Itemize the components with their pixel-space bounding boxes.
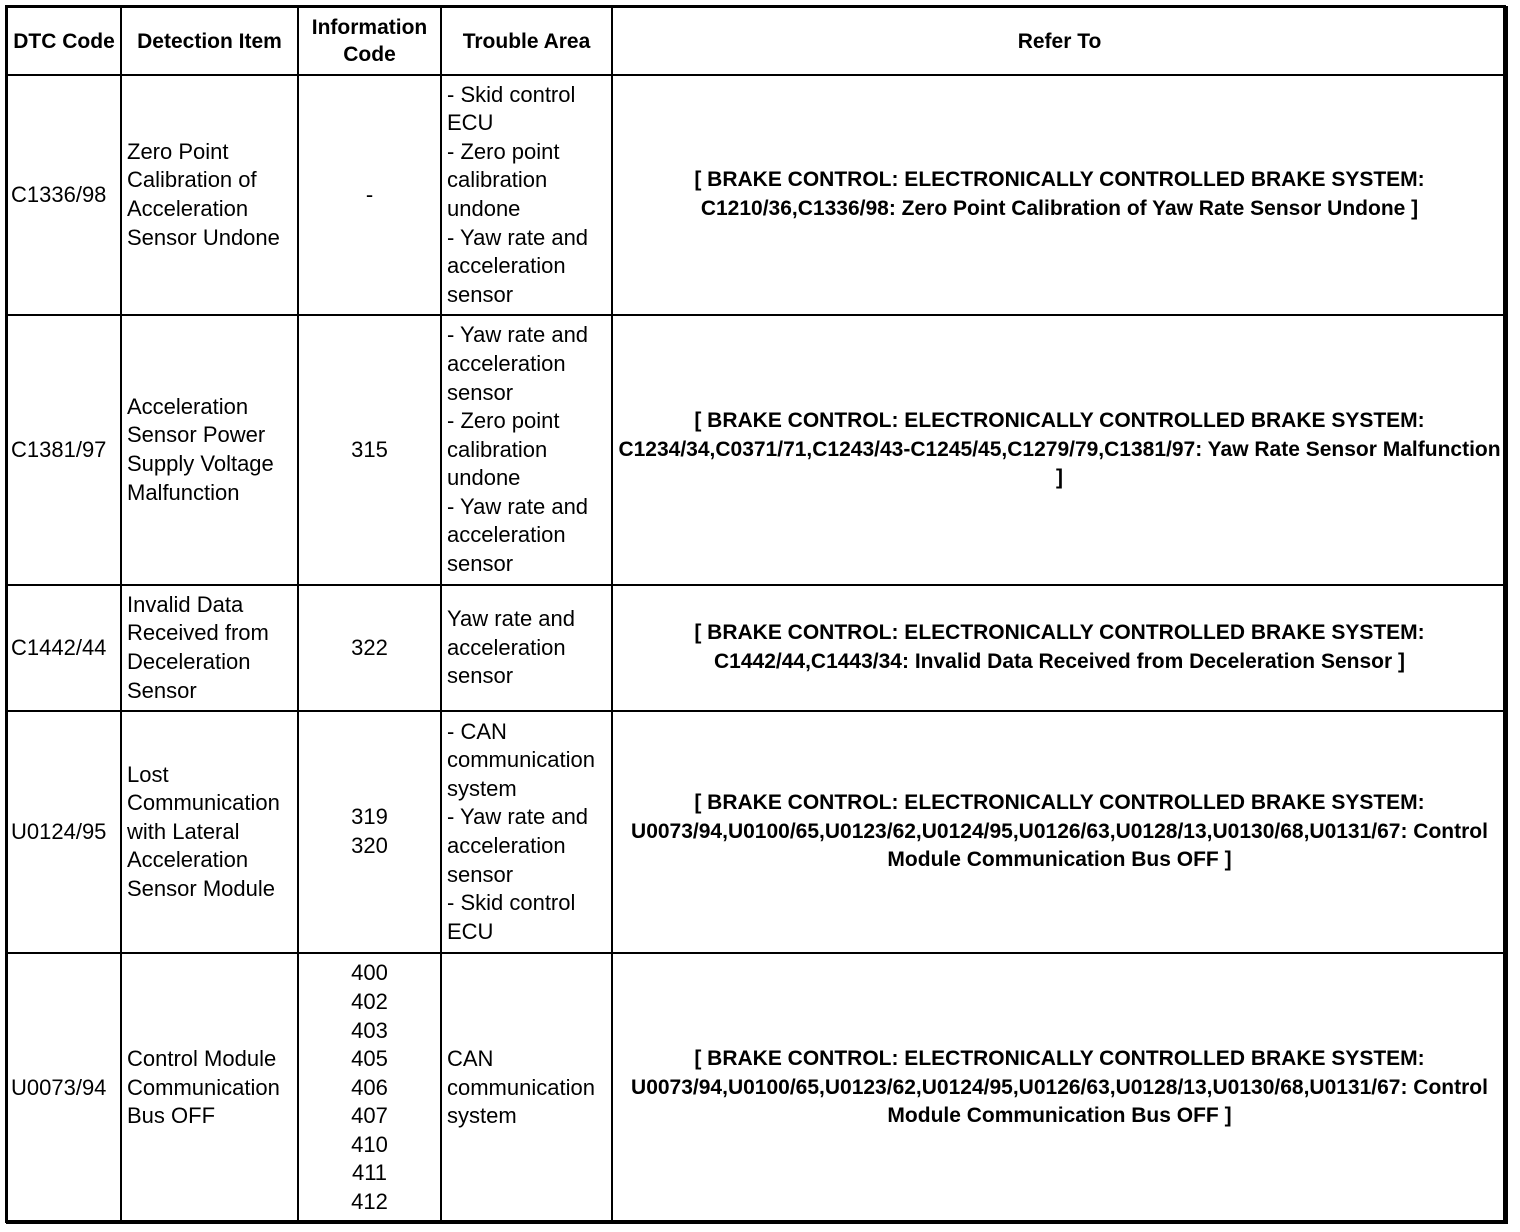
information-code-cell	[298, 75, 441, 315]
dtc-code-cell: C1336/98	[7, 75, 121, 315]
dtc-table	[6, 6, 1508, 1224]
header-dtc-code: DTC Code	[7, 7, 121, 75]
information-code: 406	[351, 1074, 388, 1100]
dtc-code-cell: C1442/44	[7, 585, 121, 711]
trouble-area-item: - Zero point calibration undone	[447, 408, 560, 491]
header-row	[7, 7, 1507, 75]
trouble-area-item: - Yaw rate and acceleration sensor	[447, 322, 589, 405]
information-code: 402	[351, 988, 388, 1014]
refer-to-link[interactable]: [ BRAKE CONTROL: ELECTRONICALLY CONTROLLED BRAKE SYSTEM: C1442/44,C1443/34: Invalid Data Received from Deceleration Sensor ]	[612, 585, 1507, 711]
trouble-area-cell	[441, 711, 612, 953]
dtc-code-cell: U0124/95	[7, 711, 121, 953]
table-row	[7, 75, 1507, 315]
information-code-cell	[298, 711, 441, 953]
dtc-code-cell: C1381/97	[7, 315, 121, 585]
refer-to-link[interactable]: [ BRAKE CONTROL: ELECTRONICALLY CONTROLLED BRAKE SYSTEM: C1234/34,C0371/71,C1243/43-C1245/45,C1279/79,C1381/97: Yaw Rate Sensor Malfunction ]	[612, 315, 1507, 585]
information-code: -	[365, 181, 374, 207]
dtc-table-body	[7, 75, 1507, 1223]
information-code-cell	[298, 585, 441, 711]
trouble-area-item: - Skid control ECU	[447, 890, 576, 944]
table-row	[7, 315, 1507, 585]
trouble-area-item: - CAN communication system	[447, 718, 595, 801]
trouble-area-item: - Zero point calibration undone	[447, 138, 560, 221]
information-code: 407	[351, 1103, 388, 1129]
header-refer-to: Refer To	[612, 7, 1507, 75]
information-code: 411	[351, 1160, 388, 1186]
trouble-area-item: CAN communication system	[447, 1046, 595, 1129]
information-code: 405	[351, 1046, 388, 1072]
table-row	[7, 711, 1507, 953]
refer-to-link[interactable]: [ BRAKE CONTROL: ELECTRONICALLY CONTROLLED BRAKE SYSTEM: U0073/94,U0100/65,U0123/62,U0124/95,U0126/63,U0128/13,U0130/68,U0131/67: Control Module Communication Bus OFF ]	[612, 711, 1507, 953]
trouble-area-item: - Yaw rate and acceleration sensor	[447, 493, 589, 577]
table-row	[7, 953, 1507, 1223]
trouble-area-cell	[441, 953, 612, 1223]
trouble-area-item: - Skid control ECU	[447, 81, 576, 136]
information-code: 320	[351, 833, 388, 858]
trouble-area-cell	[441, 585, 612, 711]
information-code: 319	[351, 804, 388, 830]
dtc-code-cell: U0073/94	[7, 953, 121, 1223]
information-code-cell	[298, 953, 441, 1223]
refer-to-link[interactable]: [ BRAKE CONTROL: ELECTRONICALLY CONTROLLED BRAKE SYSTEM: U0073/94,U0100/65,U0123/62,U0124/95,U0126/63,U0128/13,U0130/68,U0131/67: Control Module Communication Bus OFF ]	[612, 953, 1507, 1223]
information-code-cell	[298, 315, 441, 585]
refer-to-link[interactable]: [ BRAKE CONTROL: ELECTRONICALLY CONTROLLED BRAKE SYSTEM: C1210/36,C1336/98: Zero Point Calibration of Yaw Rate Sensor Undone ]	[612, 75, 1507, 315]
information-code: 412	[351, 1189, 388, 1215]
trouble-area-cell	[441, 315, 612, 585]
detection-item-cell: Acceleration Sensor Power Supply Voltage Malfunction	[121, 315, 298, 585]
detection-item-cell: Invalid Data Received from Deceleration Sensor	[121, 585, 298, 711]
header-detection-item: Detection Item	[121, 7, 298, 75]
trouble-area-cell	[441, 75, 612, 315]
information-code: 400	[351, 960, 388, 986]
information-code: 403	[351, 1017, 388, 1043]
trouble-area-item: - Yaw rate and acceleration sensor	[447, 224, 589, 307]
detection-item-cell: Lost Communication with Lateral Acceleration Sensor Module	[121, 711, 298, 953]
information-code: 315	[351, 436, 388, 462]
header-trouble-area: Trouble Area	[441, 7, 612, 75]
information-code: 410	[351, 1131, 388, 1157]
header-information-code: Information Code	[298, 7, 441, 75]
trouble-area-item: Yaw rate and acceleration sensor	[447, 606, 576, 689]
detection-item-cell: Control Module Communication Bus OFF	[121, 953, 298, 1223]
information-code: 322	[351, 634, 388, 660]
table-row	[7, 585, 1507, 711]
detection-item-cell: Zero Point Calibration of Acceleration Sensor Undone	[121, 75, 298, 315]
trouble-area-item: - Yaw rate and acceleration sensor	[447, 804, 589, 887]
